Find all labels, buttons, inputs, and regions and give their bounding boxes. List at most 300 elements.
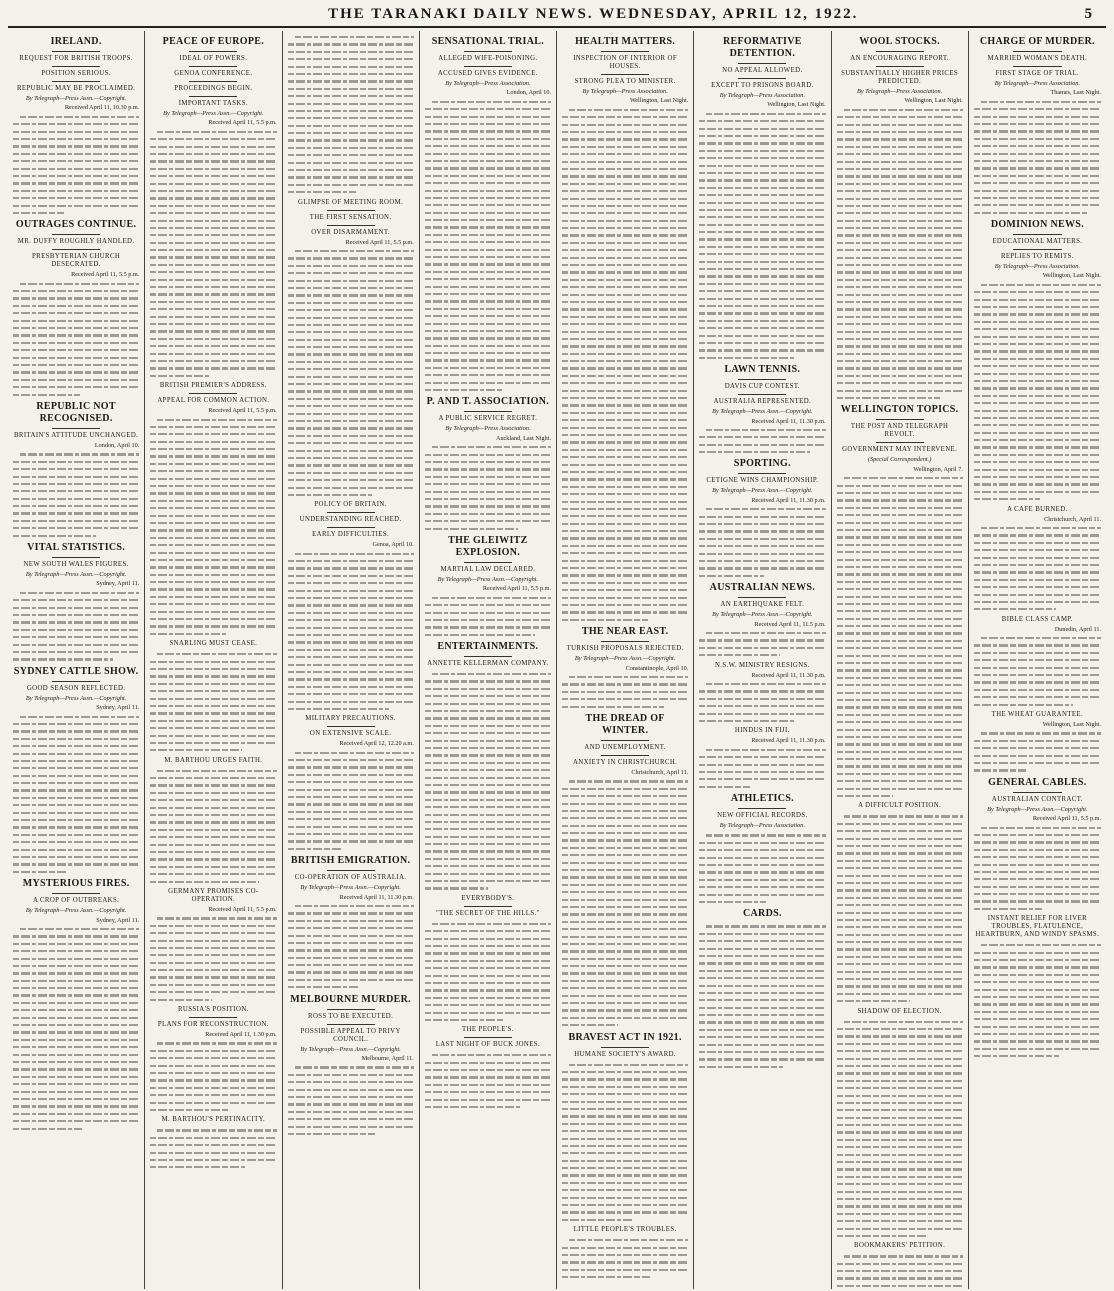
body-text-line [288, 136, 414, 143]
article-subheading: ANXIETY IN CHRISTCHURCH. [572, 758, 678, 766]
body-text-line [706, 922, 825, 929]
body-text-line [837, 960, 963, 967]
body-text-line [562, 276, 688, 283]
body-text-line [837, 320, 963, 327]
body-text-line [425, 157, 551, 164]
body-text-line [425, 774, 551, 781]
body-text-line [699, 695, 825, 702]
body-text-line [974, 591, 1101, 598]
body-text-line [974, 187, 1101, 194]
body-text-line [425, 1001, 551, 1008]
body-text-line [562, 851, 688, 858]
body-text-line [150, 1106, 228, 1113]
body-text-line [562, 1098, 688, 1105]
article-body [837, 812, 963, 1004]
body-text-line [288, 845, 342, 852]
divider [738, 473, 786, 474]
body-text-line [150, 460, 276, 467]
body-text-line [150, 774, 276, 781]
body-text-line [974, 641, 1101, 648]
body-text-line [569, 106, 688, 113]
body-text-line [562, 468, 688, 475]
body-text-line [13, 1051, 139, 1058]
body-text-line [974, 296, 1101, 303]
body-text-line [837, 350, 963, 357]
columns-container [8, 31, 1106, 1289]
body-text-line [13, 823, 139, 830]
body-text-line [150, 563, 276, 570]
body-text-line [699, 783, 750, 790]
article [150, 36, 276, 379]
body-text-line [288, 77, 414, 84]
body-text-line [837, 615, 963, 622]
article [562, 1226, 688, 1280]
body-text-line [13, 1088, 139, 1095]
body-text-line [974, 105, 1101, 112]
body-text-line [13, 648, 139, 655]
body-text-line [288, 484, 414, 491]
divider [327, 512, 375, 513]
body-text-line [974, 649, 1101, 656]
body-text-line [288, 343, 414, 350]
body-text-line [13, 860, 139, 867]
body-text-line [974, 370, 1101, 377]
body-text-line [13, 187, 139, 194]
body-text-line [837, 909, 963, 916]
body-text-line [13, 772, 139, 779]
body-text-line [150, 848, 276, 855]
body-text-line [837, 231, 963, 238]
body-text-line [562, 1208, 688, 1215]
body-text-line [13, 1073, 139, 1080]
body-text-line [562, 984, 688, 991]
article-place-date: Received April 11, 11.30 p.m. [751, 671, 826, 679]
body-text-line [974, 744, 1101, 751]
body-text-line [837, 548, 963, 555]
body-text-line [150, 231, 276, 238]
body-text-line [157, 767, 276, 774]
body-text-line [837, 1106, 963, 1113]
body-text-line [13, 1080, 139, 1087]
body-text-line [13, 1028, 139, 1035]
body-text-line [425, 349, 551, 356]
body-text-line [562, 143, 688, 150]
body-text-line [150, 578, 276, 585]
body-text-line [425, 231, 551, 238]
article-subheading: M. BARTHOU'S PERTINACITY. [161, 1116, 266, 1124]
divider [52, 681, 100, 682]
article-subheading: MR. DUFFY ROUGHLY HANDLED. [17, 238, 135, 246]
article-subheading: THE FIRST SENSATION. [309, 213, 392, 221]
article [425, 641, 551, 892]
article-place-date: Received April 11, 5.5 p.m. [208, 119, 277, 127]
body-text-line [562, 1120, 688, 1127]
body-text-line [150, 239, 276, 246]
body-text-line [150, 796, 276, 803]
body-text-line [562, 608, 688, 615]
body-text-line [288, 946, 414, 953]
body-text-line [13, 202, 139, 209]
body-text-line [288, 1100, 414, 1107]
body-text-line [562, 1021, 618, 1028]
body-text-line [425, 465, 551, 472]
article-place-date: Received April 11, 1.30 p.m. [205, 1031, 277, 1039]
article-body [837, 1252, 963, 1289]
body-text-line [974, 546, 1101, 553]
body-text-line [699, 861, 825, 868]
body-text-line [150, 1099, 276, 1106]
article-subheading: GOVERNMENT MAY INTERVENE. [842, 446, 958, 454]
body-text-line [706, 746, 825, 753]
body-text-line [13, 309, 139, 316]
body-text-line [837, 748, 963, 755]
body-text-line [699, 132, 825, 139]
body-text-line [425, 942, 551, 949]
body-text-line [425, 729, 551, 736]
body-text-line [699, 550, 825, 557]
body-text-line [288, 100, 414, 107]
article-subheading: A PUBLIC SERVICE REGRET. [438, 415, 538, 423]
article-subheading: LITTLE PEOPLE'S TROUBLES. [573, 1226, 677, 1234]
article-dateline: (Special Correspondent.) [867, 456, 932, 464]
article-place-date: Sydney, April 11. [96, 580, 140, 588]
body-text-line [699, 883, 825, 890]
body-text-line [150, 732, 276, 739]
newspaper-column [969, 31, 1106, 1289]
body-text-line [150, 526, 276, 533]
article-headline: SYDNEY CATTLE SHOW. [13, 665, 139, 677]
article-headline: THE DREAD OF WINTER. [585, 712, 665, 736]
article-headline: OUTRAGES CONTINUE. [15, 219, 137, 231]
body-text-line [706, 505, 825, 512]
body-text-line [150, 959, 276, 966]
article-headline: ENTERTAINMENTS. [437, 641, 539, 653]
body-text-line [974, 113, 1101, 120]
body-text-line [288, 572, 414, 579]
body-text-line [562, 165, 688, 172]
body-text-line [837, 261, 963, 268]
body-text-line [13, 786, 139, 793]
body-text-line [837, 849, 963, 856]
body-text-line [425, 847, 551, 854]
body-text-line [150, 687, 276, 694]
article-place-date: Received April 11, 11.5 p.m. [754, 620, 826, 628]
article-headline: THE NEAR EAST. [581, 626, 669, 638]
article-body [425, 443, 551, 532]
body-text-line [837, 777, 963, 784]
body-text-line [150, 702, 276, 709]
body-text-line [974, 407, 1101, 414]
article-place-date: Wellington, Last Night. [629, 97, 689, 105]
body-text-line [974, 752, 1101, 759]
body-text-line [562, 283, 688, 290]
body-text-line [295, 902, 414, 909]
body-text-line [837, 526, 963, 533]
body-text-line [150, 1054, 276, 1061]
body-text-line [288, 291, 414, 298]
body-text-line [562, 1090, 688, 1097]
body-text-line [425, 113, 551, 120]
body-text-line [562, 387, 688, 394]
body-text-line [974, 883, 1101, 890]
body-text-line [13, 816, 139, 823]
article-body [288, 33, 414, 196]
body-text-line [699, 184, 825, 191]
body-text-line [288, 653, 414, 660]
article-body [150, 650, 276, 753]
body-text-line [837, 172, 963, 179]
body-text-line [150, 313, 276, 320]
article-subheading: INSTANT RELIEF FOR LIVER TROUBLES, FLATULENCE, HEARTBURN, AND WINDY SPASMS. [975, 915, 1100, 939]
body-text-line [699, 228, 825, 235]
body-text-line [699, 989, 825, 996]
body-text-line [837, 1267, 963, 1274]
body-text-line [425, 811, 551, 818]
body-text-line [837, 128, 963, 135]
body-text-line [150, 202, 276, 209]
body-text-line [974, 377, 1101, 384]
body-text-line [974, 1037, 1101, 1044]
body-text-line [837, 975, 963, 982]
body-text-line [150, 364, 276, 371]
body-text-line [288, 961, 414, 968]
body-text-line [288, 609, 414, 616]
divider [601, 74, 649, 75]
body-text-line [562, 844, 688, 851]
body-text-line [562, 680, 688, 687]
article [562, 1032, 688, 1224]
divider [601, 641, 649, 642]
divider [738, 597, 786, 598]
body-text-line [562, 910, 688, 917]
body-text-line [974, 598, 1101, 605]
body-text-line [425, 751, 551, 758]
body-text-line [837, 489, 963, 496]
divider [327, 1024, 375, 1025]
body-text-line [699, 295, 825, 302]
body-text-line [288, 277, 414, 284]
body-text-line [150, 512, 276, 519]
body-text-line [837, 857, 963, 864]
body-text-line [562, 785, 688, 792]
body-text-line [150, 1141, 276, 1148]
article-place-date: Wellington, Last Night. [904, 97, 963, 105]
body-text-line [13, 317, 139, 324]
body-text-line [425, 379, 551, 386]
body-text-line [562, 512, 688, 519]
body-text-line [706, 110, 825, 117]
body-text-line [150, 1069, 276, 1076]
article-place-date: Christchurch, April 11. [631, 768, 689, 776]
body-text-line [974, 164, 1101, 171]
article-body [974, 281, 1101, 503]
body-text-line [150, 357, 276, 364]
body-text-line [288, 380, 414, 387]
body-text-line [425, 364, 551, 371]
body-text-line [837, 1099, 963, 1106]
article-place-date: Melbourne, April 11. [361, 1055, 414, 1063]
body-text-line [562, 571, 688, 578]
body-text-line [150, 372, 209, 379]
body-text-line [425, 1066, 551, 1073]
body-text-line [562, 202, 688, 209]
body-text-line [699, 1063, 782, 1070]
body-text-line [13, 391, 80, 398]
body-text-line [13, 120, 139, 127]
body-text-line [425, 458, 551, 465]
body-text-line [837, 246, 963, 253]
article-dateline: By Telegraph—Press Association. [856, 88, 943, 95]
body-text-line [150, 224, 276, 231]
body-text-line [974, 766, 1026, 773]
body-text-line [13, 596, 139, 603]
article-body [288, 550, 414, 713]
body-text-line [699, 199, 825, 206]
body-text-line [425, 179, 551, 186]
body-text-line [699, 542, 825, 549]
body-text-line [150, 811, 276, 818]
body-text-line [974, 671, 1101, 678]
body-text-line [699, 967, 825, 974]
body-text-line [150, 268, 276, 275]
body-text-line [13, 618, 139, 625]
article-subheading: DAVIS CUP CONTEST. [724, 383, 800, 391]
body-text-line [150, 482, 276, 489]
divider [464, 66, 512, 67]
divider [876, 51, 924, 52]
body-text-line [425, 862, 551, 869]
body-text-line [562, 557, 688, 564]
body-text-line [974, 142, 1101, 149]
body-text-line [20, 113, 139, 120]
body-text-line [150, 680, 276, 687]
body-text-line [288, 1078, 414, 1085]
body-text-line [974, 451, 1101, 458]
body-text-line [699, 945, 825, 952]
body-text-line [20, 589, 139, 596]
body-text-line [837, 496, 963, 503]
article-subheading: REQUEST FOR BRITISH TROOPS. [19, 55, 133, 62]
body-text-line [288, 107, 414, 114]
body-text-line [562, 888, 688, 895]
body-text-line [837, 1180, 963, 1187]
body-text-line [837, 872, 963, 879]
body-text-line [569, 777, 688, 784]
body-text-line [425, 283, 551, 290]
article-place-date: Received April 11, 5.5 p.m. [482, 585, 551, 593]
article-body [974, 824, 1101, 913]
article-dateline: By Telegraph—Press Assn.—Copyright. [25, 95, 127, 102]
body-text-line [288, 461, 414, 468]
body-text-line [425, 935, 551, 942]
body-text-line [837, 879, 963, 886]
body-text-line [837, 1260, 963, 1267]
article-place-date: Wellington, April 7. [913, 465, 963, 473]
article [13, 36, 139, 216]
body-text-line [844, 1252, 963, 1259]
body-text-line [425, 135, 551, 142]
body-text-line [974, 583, 1101, 590]
article-headline: CHARGE OF MURDER. [979, 36, 1095, 47]
body-text-line [974, 414, 1101, 421]
article-subheading: BOOKMAKERS' PETITION. [854, 1242, 946, 1250]
body-text-line [569, 1061, 688, 1068]
body-text-line [425, 127, 551, 134]
body-text-line [13, 838, 139, 845]
divider [738, 394, 786, 395]
body-text-line [432, 594, 551, 601]
body-text-line [837, 637, 963, 644]
body-text-line [425, 833, 551, 840]
body-text-line [150, 157, 276, 164]
body-text-line [562, 1112, 688, 1119]
body-text-line [13, 984, 139, 991]
body-text-line [699, 535, 825, 542]
body-text-line [837, 864, 963, 871]
article-subheading: ROSS TO BE EXECUTED. [308, 1012, 394, 1020]
body-text-line [974, 310, 1101, 317]
body-text-line [425, 223, 551, 230]
body-text-line [699, 982, 825, 989]
body-text-line [837, 239, 963, 246]
body-text-line [837, 1282, 963, 1289]
divider [464, 656, 512, 657]
body-text-line [150, 320, 276, 327]
body-text-line [562, 490, 688, 497]
body-text-line [699, 1004, 825, 1011]
body-text-line [150, 739, 276, 746]
newspaper-column [8, 31, 145, 1289]
body-text-line [150, 944, 276, 951]
divider [1013, 66, 1061, 67]
body-text-line [562, 586, 688, 593]
body-text-line [425, 722, 551, 729]
body-text-line [562, 1216, 634, 1223]
body-text-line [699, 280, 825, 287]
divider [52, 249, 100, 250]
body-text-line [150, 1134, 276, 1141]
body-text-line [562, 527, 688, 534]
body-text-line [974, 303, 1101, 310]
body-text-line [288, 166, 414, 173]
body-text-line [699, 1033, 825, 1040]
article [699, 727, 825, 790]
body-text-line [837, 894, 963, 901]
divider [464, 562, 512, 563]
body-text-line [837, 268, 963, 275]
body-text-line [288, 144, 414, 151]
body-text-line [288, 48, 414, 55]
article-dateline: By Telegraph—Press Assn.—Copyright. [712, 487, 813, 495]
article-subheading: FIRST STAGE OF TRIAL. [995, 70, 1080, 77]
body-text-line [974, 488, 1101, 495]
body-text-line [562, 962, 688, 969]
article [699, 793, 825, 905]
body-text-line [150, 658, 276, 665]
body-text-line [837, 121, 963, 128]
body-text-line [837, 1055, 963, 1062]
body-text-line [837, 703, 963, 710]
body-text-line [837, 931, 963, 938]
body-text-line [150, 855, 276, 862]
body-text-line [150, 1163, 245, 1170]
body-text-line [288, 771, 414, 778]
article [699, 662, 825, 725]
body-text-line [562, 520, 688, 527]
body-text-line [699, 176, 825, 183]
article-subheading: THE PEOPLE'S. [462, 1026, 514, 1034]
body-text-line [562, 328, 688, 335]
